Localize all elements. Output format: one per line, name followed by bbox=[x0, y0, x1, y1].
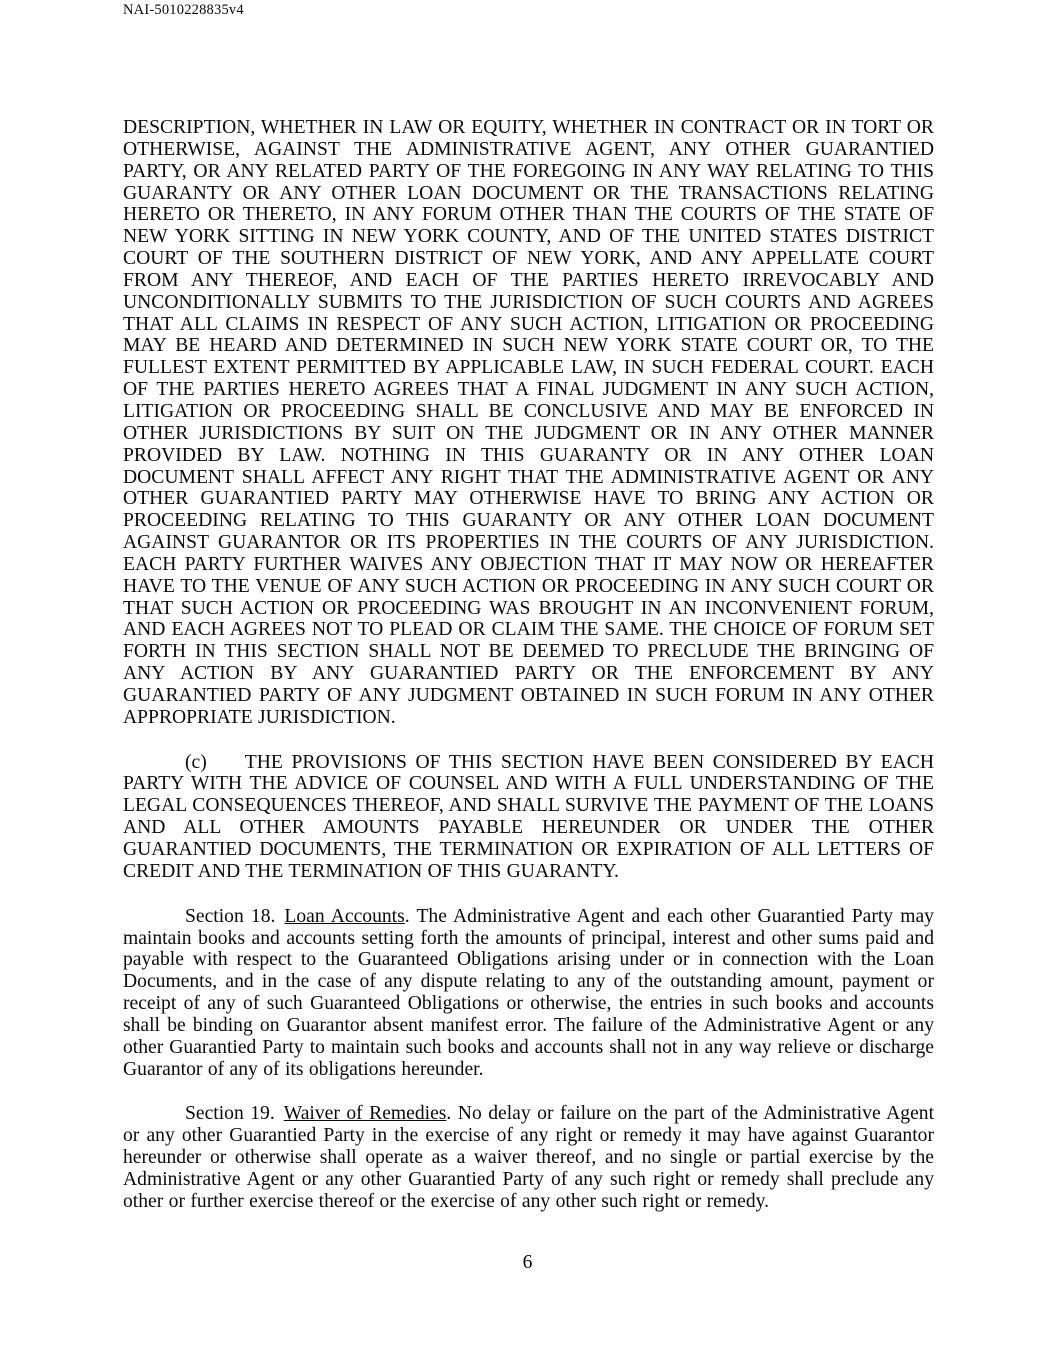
section-19-title: Waiver of Remedies bbox=[283, 1103, 447, 1125]
paragraph-jurisdiction-waiver: DESCRIPTION, WHETHER IN LAW OR EQUITY, WHETHER IN CONTRACT OR IN TORT OR OTHERWISE, AGAINST THE ADMINISTRATIVE AGENT, ANY OTHER GUARANTIED PARTY, OR ANY RELATED PARTY OF THE FOREGOING IN ANY WAY RELATING TO THIS GUARANTY OR ANY OTHER LOAN DOCUMENT OR THE TRANSACTIONS RELATING HERETO OR THERETO, IN ANY FORUM OTHER THAN THE COURTS OF THE STATE OF NEW YORK SITTING IN NEW YORK COUNTY, AND OF THE UNITED STATES DISTRICT COURT OF THE SOUTHERN DISTRICT OF NEW YORK, AND ANY APPELLATE COURT FROM ANY THEREOF, AND EACH OF THE PARTIES HERETO IRREVOCABLY AND UNCONDITIONALLY SUBMITS TO THE JURISDICTION OF SUCH COURTS AND AGREES THAT ALL CLAIMS IN RESPECT OF ANY SUCH ACTION, LITIGATION OR PROCEEDING MAY BE HEARD AND DETERMINED IN SUCH NEW YORK STATE COURT OR, TO THE FULLEST EXTENT PERMITTED BY APPLICABLE LAW, IN SUCH FEDERAL COURT. EACH OF THE PARTIES HERETO AGREES THAT A FINAL JUDGMENT IN ANY SUCH ACTION, LITIGATION OR PROCEEDING SHALL BE CONCLUSIVE AND MAY BE ENFORCED IN OTHER JURISDICTIONS BY SUIT ON THE JUDGMENT OR IN ANY OTHER MANNER PROVIDED BY LAW. NOTHING IN THIS GUARANTY OR IN ANY OTHER LOAN DOCUMENT SHALL AFFECT ANY RIGHT THAT THE ADMINISTRATIVE AGENT OR ANY OTHER GUARANTIED PARTY MAY OTHERWISE HAVE TO BRING ANY ACTION OR PROCEEDING RELATING TO THIS GUARANTY OR ANY OTHER LOAN DOCUMENT AGAINST GUARANTOR OR ITS PROPERTIES IN THE COURTS OF ANY JURISDICTION. EACH PARTY FURTHER WAIVES ANY OBJECTION THAT IT MAY NOW OR HEREAFTER HAVE TO THE VENUE OF ANY SUCH ACTION OR PROCEEDING IN ANY SUCH COURT OR THAT SUCH ACTION OR PROCEEDING WAS BROUGHT IN AN INCONVENIENT FORUM, AND EACH AGREES NOT TO PLEAD OR CLAIM THE SAME. THE CHOICE OF FORUM SET FORTH IN THIS SECTION SHALL NOT BE DEEMED TO PRECLUDE THE BRINGING OF ANY ACTION BY ANY GUARANTIED PARTY OR THE ENFORCEMENT BY ANY GUARANTIED PARTY OF ANY JUDGMENT OBTAINED IN SUCH FORUM IN ANY OTHER APPROPRIATE JURISDICTION. bbox=[123, 117, 934, 728]
section-19-label: Section 19. bbox=[185, 1103, 275, 1125]
section-18-label: Section 18. bbox=[185, 905, 276, 927]
paragraph-clause-c bbox=[123, 752, 934, 883]
document-id: NAI-5010228835v4 bbox=[123, 2, 244, 18]
paragraph-section-18 bbox=[123, 906, 934, 1081]
clause-c-label: (c) bbox=[185, 751, 207, 773]
clause-c-text: THE PROVISIONS OF THIS SECTION HAVE BEEN CONSIDERED BY EACH PARTY WITH THE ADVICE OF COUNSEL AND WITH A FULL UNDERSTANDING OF THE LEGAL CONSEQUENCES THEREOF, AND SHALL SURVIVE THE PAYMENT OF THE LOANS AND ALL OTHER AMOUNTS PAYABLE HEREUNDER OR UNDER THE OTHER GUARANTIED DOCUMENTS, THE TERMINATION OR EXPIRATION OF ALL LETTERS OF CREDIT AND THE TERMINATION OF THIS GUARANTY. bbox=[123, 751, 934, 882]
page-number: 6 bbox=[522, 1252, 533, 1273]
paragraph-section-19 bbox=[123, 1103, 934, 1212]
document-body bbox=[123, 117, 934, 1213]
section-18-title: Loan Accounts bbox=[284, 905, 405, 927]
section-19-text: . No delay or failure on the part of the Administrative Agent or any other Guarantied Party in the exercise of any right or remedy it may have against Guarantor hereunder or otherwise shall operate as a waiver thereof, and no single or partial exercise by the Administrative Agent or any other Guarantied Party of any such right or remedy shall preclude any other or further exercise thereof or the exercise of any other such right or remedy. bbox=[123, 1103, 935, 1212]
section-18-text: . The Administrative Agent and each other Guarantied Party may maintain books and accounts setting forth the amounts of principal, interest and other sums paid and payable with respect to the Guaranteed Obligations arising under or in connection with the Loan Documents, and in the case of any dispute relating to any of the outstanding amount, payment or receipt of any of such Guaranteed Obligations or otherwise, the entries in such books and accounts shall be binding on Guarantor absent manifest error. The failure of the Administrative Agent or any other Guarantied Party to maintain such books and accounts shall not in any way relieve or discharge Guarantor of any of its obligations hereunder. bbox=[123, 905, 934, 1080]
